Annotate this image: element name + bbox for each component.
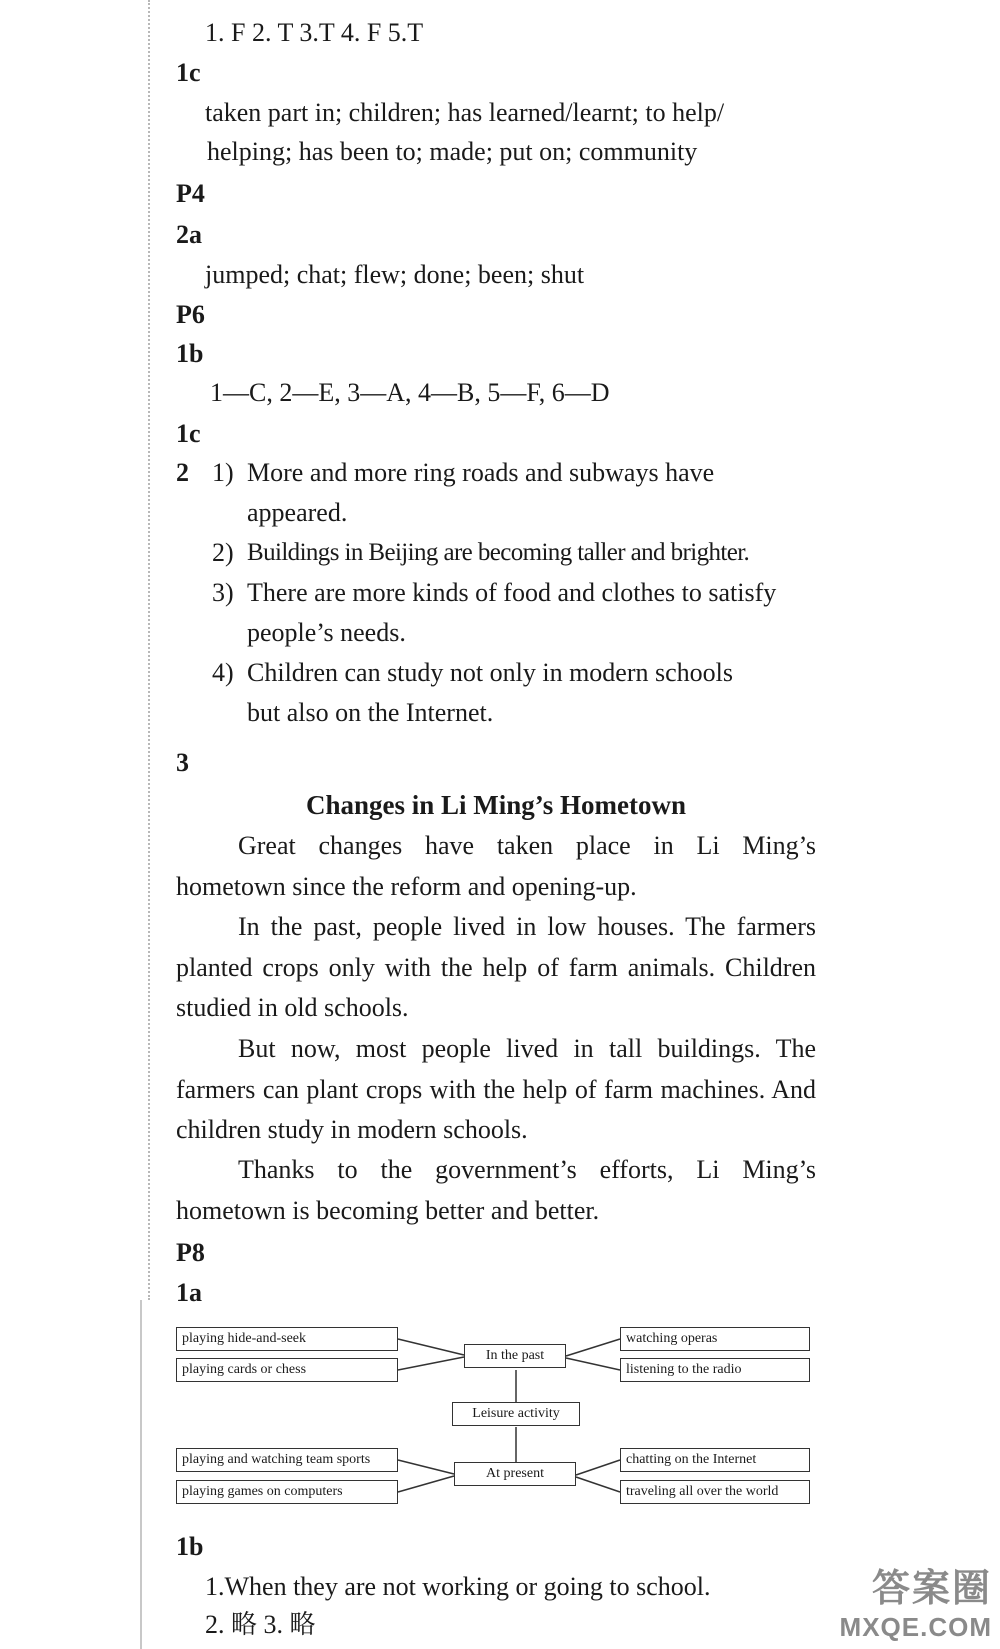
section-label-1a: 1a (176, 1278, 202, 1307)
answer-line: There are more kinds of food and clothes to satisfy (247, 578, 777, 607)
diagram-box-past-left-2: playing cards or chess (176, 1358, 398, 1382)
diagram-box-past-left-1: playing hide-and-seek (176, 1327, 398, 1351)
diagram-box-present-right-2: traveling all over the world (620, 1480, 810, 1504)
diagram-box-present-left-1: playing and watching team sports (176, 1448, 398, 1472)
section-label-1c: 1c (176, 58, 201, 87)
essay-title: Changes in Li Ming’s Hometown (305, 790, 687, 820)
item-number: 2) (212, 538, 234, 567)
essay-paragraph: But now, most people lived in tall buildings. The farmers can plant crops with the help of farm machines. And children study in modern schools. (176, 1034, 816, 1144)
section-label-2: 2 (176, 458, 189, 487)
diagram-box-past-right-2: listening to the radio (620, 1358, 810, 1382)
answer-line: jumped; chat; flew; done; been; shut (205, 260, 585, 289)
diagram-box-past-right-1: watching operas (620, 1327, 810, 1351)
section-label-3: 3 (176, 748, 189, 777)
answer-line: 2. 略 3. 略 (205, 1610, 316, 1639)
answer-line: 1.When they are not working or going to school. (205, 1572, 711, 1601)
watermark-logo-text: 答案圈 (871, 1568, 992, 1610)
item-number: 1) (212, 458, 234, 487)
matching-answers: 1—C, 2—E, 3—A, 4—B, 5—F, 6—D (210, 378, 610, 407)
section-label-1b-second: 1b (176, 1532, 204, 1561)
essay-paragraph: Great changes have taken place in Li Ming’s hometown since the reform and opening-up. (176, 831, 816, 901)
diagram-box-present-right-1: chatting on the Internet (620, 1448, 810, 1472)
answer-line: appeared. (247, 498, 348, 527)
answer-line: Buildings in Beijing are becoming taller and brighter. (247, 539, 750, 566)
diagram-box-past: In the past (464, 1344, 566, 1368)
answer-line: Children can study not only in modern schools (247, 658, 734, 687)
item-number: 4) (212, 658, 234, 687)
diagram-box-present-left-2: playing games on computers (176, 1480, 398, 1504)
essay-paragraph: Thanks to the government’s efforts, Li Ming’s hometown is becoming better and better. (176, 1155, 816, 1225)
answer-line: helping; has been to; made; put on; community (207, 137, 698, 166)
diagram-box-present: At present (454, 1462, 576, 1486)
item-number: 3) (212, 578, 234, 607)
page-label-p8: P8 (176, 1238, 205, 1267)
section-label-1c-second: 1c (176, 419, 201, 448)
section-label-2a: 2a (176, 220, 202, 249)
answer-line: but also on the Internet. (247, 698, 494, 727)
site-watermark (840, 1557, 992, 1643)
page-label-p6: P6 (176, 300, 205, 329)
essay-paragraph: In the past, people lived in low houses. The farmers planted crops only with the help of farm animals. Children studied in old schools. (176, 912, 816, 1022)
answer-line: people’s needs. (247, 618, 406, 647)
answers-true-false: 1. F 2. T 3.T 4. F 5.T (205, 18, 424, 47)
page-label-p4: P4 (176, 179, 205, 208)
answer-line: taken part in; children; has learned/learnt; to help/ (205, 98, 725, 127)
diagram-box-center: Leisure activity (452, 1402, 580, 1426)
watermark-url: MXQE.COM (839, 1612, 992, 1642)
answer-line: More and more ring roads and subways have (247, 458, 715, 487)
section-label-1b: 1b (176, 339, 204, 368)
